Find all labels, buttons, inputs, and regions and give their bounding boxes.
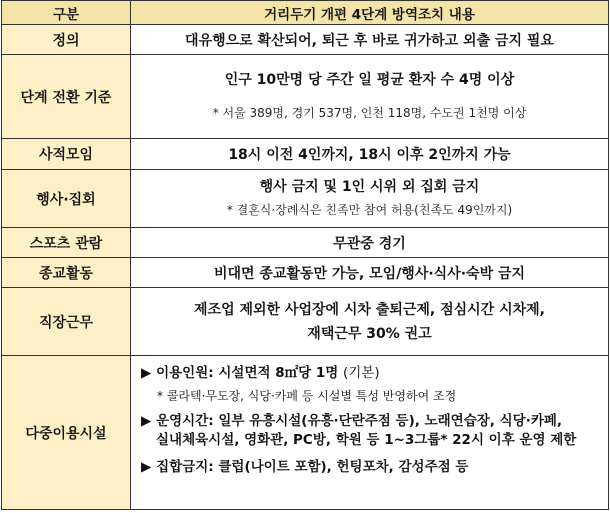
row-key: 직장근무: [2, 288, 131, 356]
row-private-gathering: [2, 139, 609, 170]
row-religion: [2, 258, 609, 288]
row-sports: [2, 228, 609, 258]
bullet-text-cont: 실내체육시설, 영화관, PC방, 학원 등 1~3그룹* 22시 이후 운영 제한: [156, 432, 577, 448]
row-key: 정의: [2, 25, 131, 55]
bullet-arrow-icon: ▶: [141, 459, 152, 475]
header-category: 구분: [2, 1, 131, 25]
row-value-cell: [131, 356, 609, 510]
row-definition: [2, 25, 609, 55]
row-value-cell: [131, 55, 609, 139]
row-value: 인구 10만명 당 주간 일 평균 환자 수 4명 이상: [224, 72, 515, 88]
measures-table: [1, 0, 609, 510]
row-key: 스포츠 관람: [2, 228, 131, 258]
row-note: * 서울 389명, 경기 537명, 인천 118명, 수도권 1천명 이상: [212, 106, 527, 120]
row-key: 행사·집회: [2, 170, 131, 228]
bullet-capacity: [141, 364, 608, 383]
row-value-line1: 제조업 제외한 사업장에 시차 출퇴근제, 점심시간 시차제,: [194, 301, 545, 318]
row-value: 비대면 종교활동만 가능, 모임/행사·식사·숙박 금지: [131, 258, 609, 288]
row-value: 18시 이전 4인까지, 18시 이후 2인까지 가능: [131, 139, 609, 170]
bullet-text: 운영시간: 일부 유흥시설(유흥·단란주점 등), 노래연습장, 식당·카페,: [156, 413, 563, 429]
row-key: 종교활동: [2, 258, 131, 288]
row-value-cell: [131, 170, 609, 228]
row-events: [2, 170, 609, 228]
header-content: 거리두기 개편 4단계 방역조치 내용: [131, 1, 609, 25]
row-threshold: [2, 55, 609, 139]
bullet-text: 이용인원: 시설면적 8㎡당 1명: [156, 365, 339, 381]
bullet-suffix: (기본): [343, 365, 380, 381]
bullet-hours: [141, 412, 608, 431]
bullet-text: 집합금지: 클럽(나이트 포함), 헌팅포차, 감성주점 등: [156, 459, 469, 475]
row-note: * 결혼식·장례식은 친족만 참여 허용(친족도 49인까지): [226, 203, 513, 217]
header-row: [2, 1, 609, 25]
row-key: 사적모임: [2, 139, 131, 170]
row-workplace: [2, 288, 609, 356]
row-value-line2: 재택근무 30% 권고: [307, 325, 432, 342]
bullet-ban: [141, 458, 608, 477]
row-value-cell: [131, 288, 609, 356]
row-value: 대유행으로 확산되어, 퇴근 후 바로 귀가하고 외출 금지 필요: [131, 25, 609, 55]
row-multiuse-facilities: [2, 356, 609, 510]
row-key: 단계 전환 기준: [2, 55, 131, 139]
bullet-arrow-icon: ▶: [141, 413, 152, 429]
bullet-note: * 콜라텍·무도장, 식당·카페 등 시설별 특성 반영하여 조정: [157, 389, 457, 403]
row-value: 행사 금지 및 1인 시위 외 집회 금지: [259, 179, 480, 195]
row-key: 다중이용시설: [2, 356, 131, 510]
bullet-arrow-icon: ▶: [141, 365, 152, 381]
row-value: 무관중 경기: [131, 228, 609, 258]
